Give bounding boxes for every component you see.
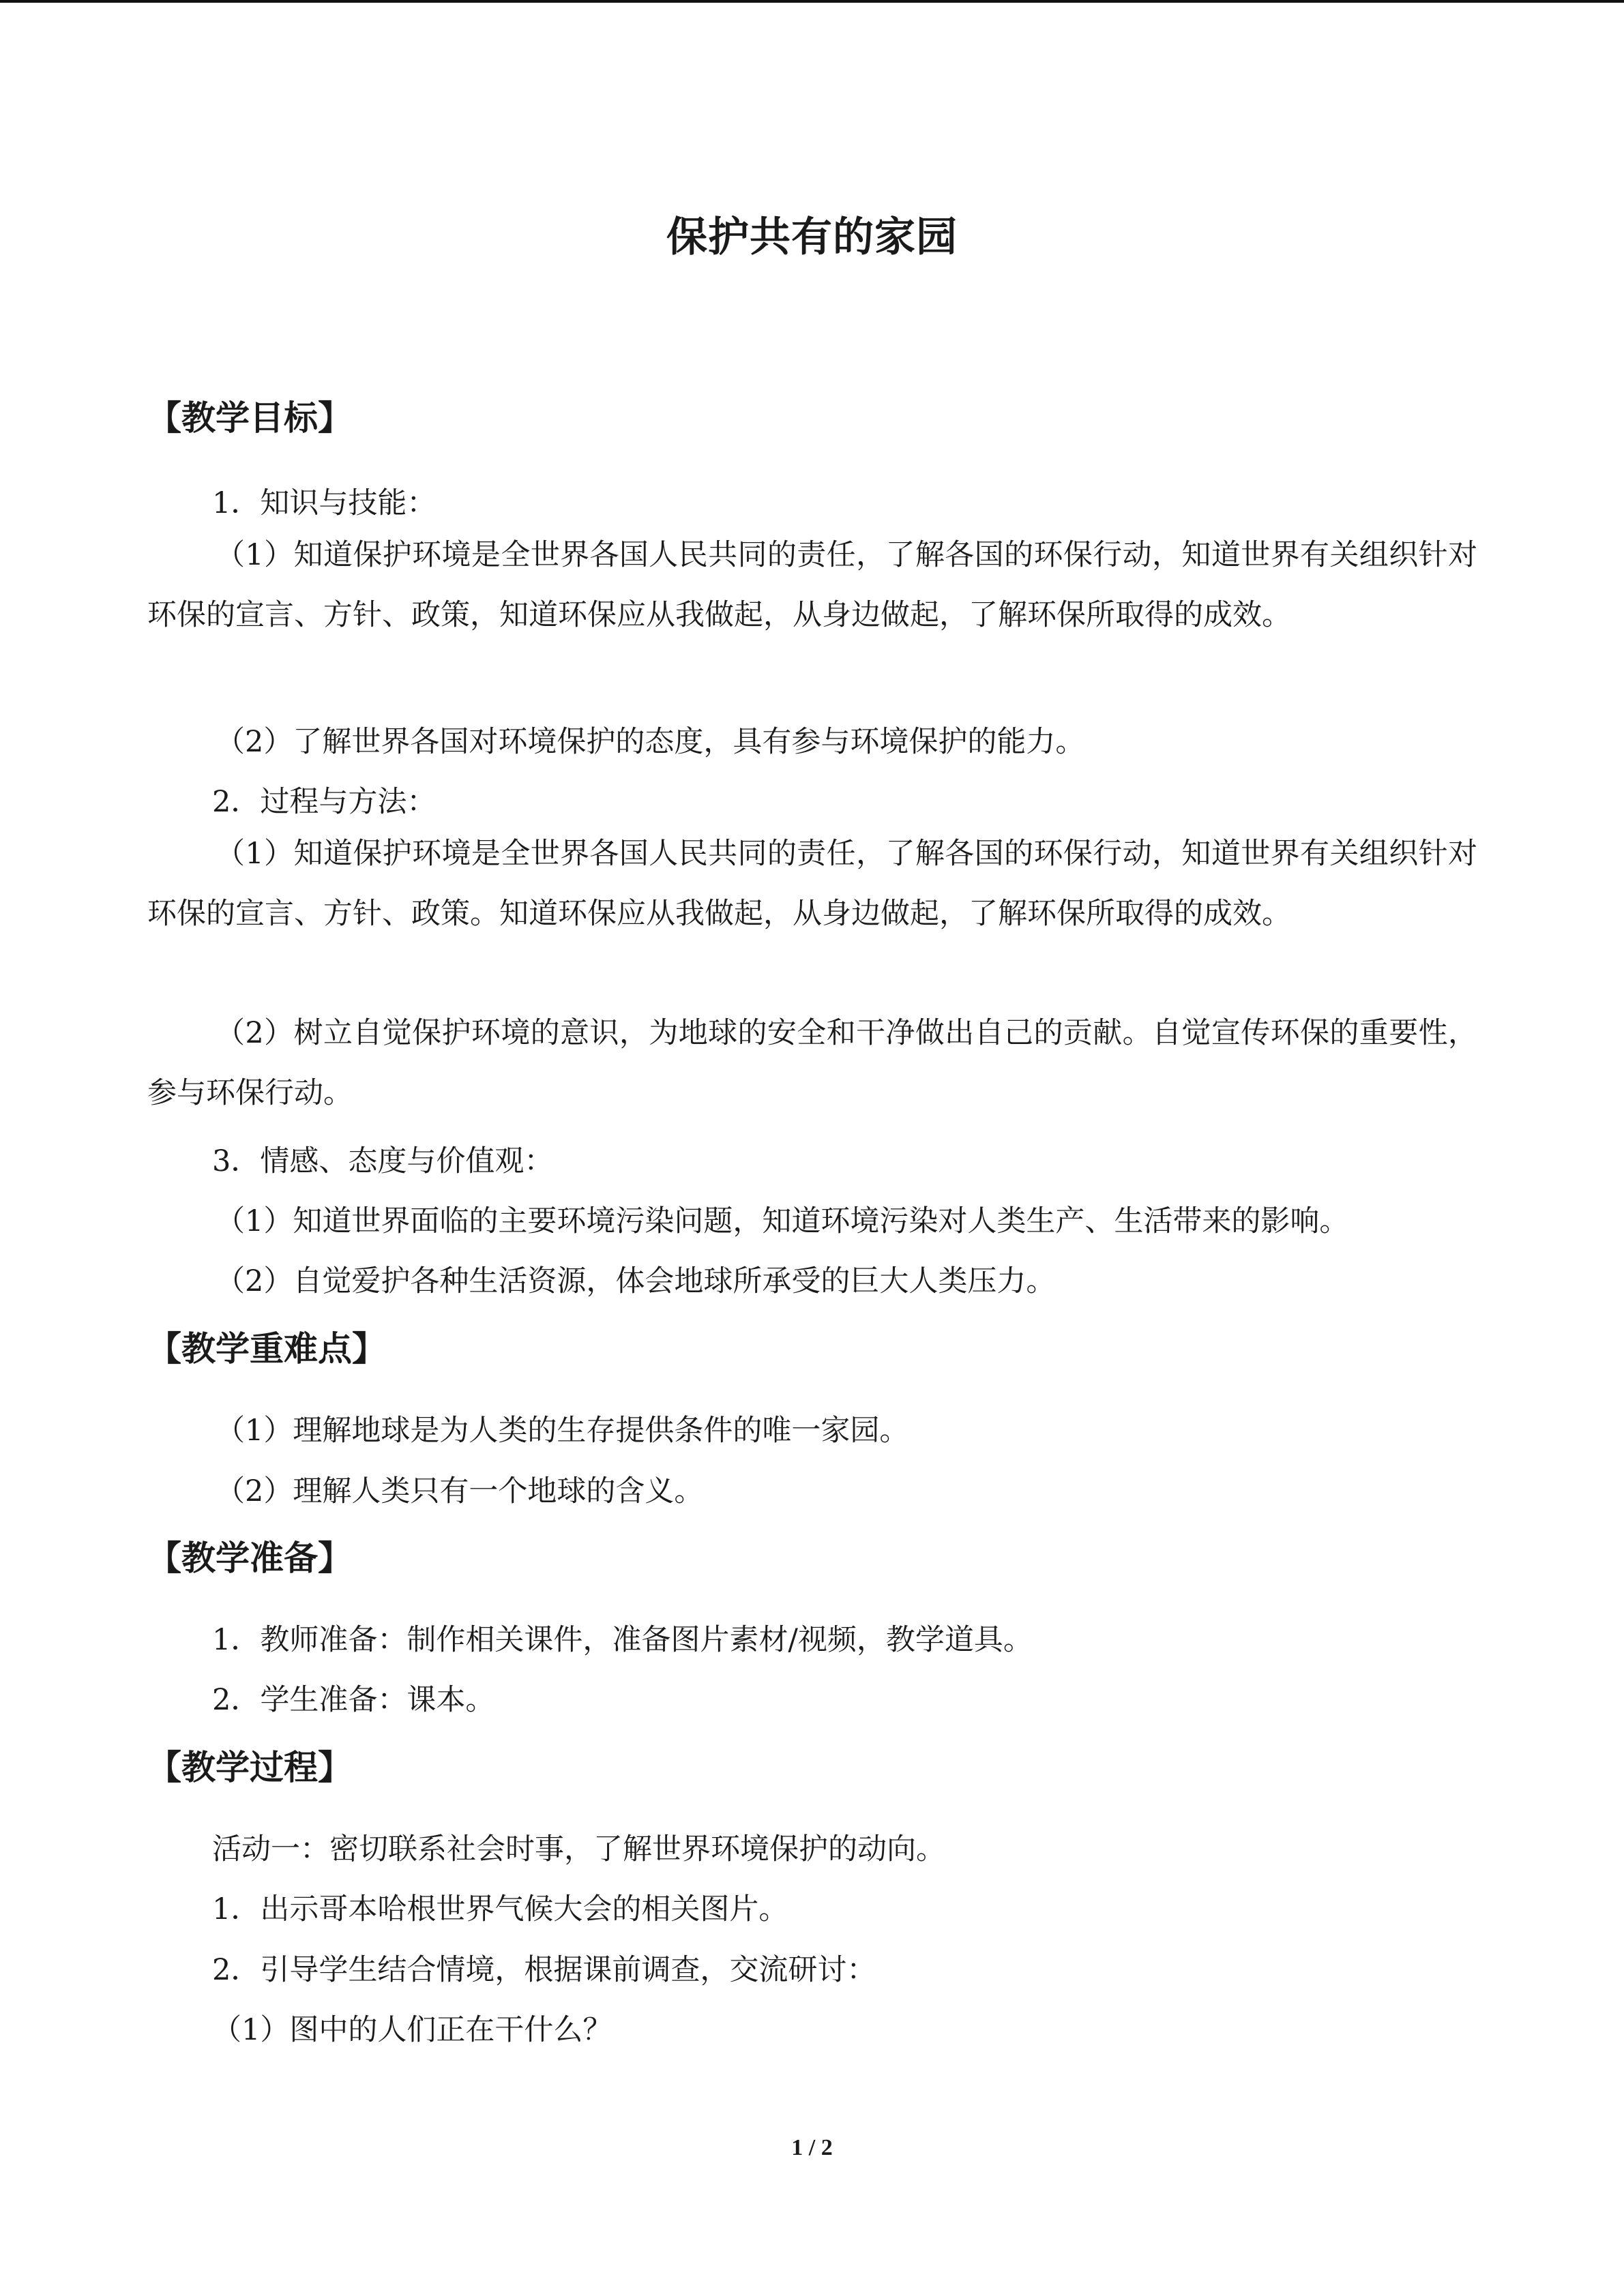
section-heading-goals: 【教学目标】 [147,398,352,438]
section-heading-key-points: 【教学重难点】 [147,1329,386,1369]
process-activity-1: 活动一：密切联系社会时事，了解世界环境保护的动向。 [212,1832,945,1866]
process-step-2: 2．引导学生结合情境，根据课前调查，交流研讨： [212,1953,876,1987]
page-title: 保护共有的家园 [666,213,958,261]
process-question-1: （1）图中的人们正在干什么？ [212,2013,612,2047]
goals-knowledge-item-2: （2）了解世界各国对环境保护的态度，具有参与环境保护的能力。 [216,725,1085,759]
goals-knowledge-item-1: （1）知道保护环境是全世界各国人民共同的责任，了解各国的环保行动，知道世界有关组织针对环保的宣言、方针、政策，知道环保应从我做起，从身边做起，了解环保所取得的成效。 [147,538,1477,632]
goals-process-item-2: （2）树立自觉保护环境的意识，为地球的安全和干净做出自己的贡献。自觉宣传环保的重要性，参与环保行动。 [147,1016,1477,1110]
goals-subheading-knowledge: 1．知识与技能： [212,486,437,520]
section-heading-preparation: 【教学准备】 [147,1538,352,1578]
prep-teacher: 1．教师准备：制作相关课件，准备图片素材/视频，教学道具。 [212,1623,1033,1657]
top-border [0,0,1624,3]
goals-subheading-process: 2．过程与方法： [212,785,437,819]
process-step-1: 1．出示哥本哈根世界气候大会的相关图片。 [212,1892,788,1926]
key-point-1: （1）理解地球是为人类的生存提供条件的唯一家园。 [216,1414,909,1448]
goals-subheading-attitude: 3．情感、态度与价值观： [212,1144,554,1178]
section-heading-process: 【教学过程】 [147,1748,352,1787]
goals-process-item-1: （1）知道保护环境是全世界各国人民共同的责任，了解各国的环保行动，知道世界有关组织针对环保的宣言、方针、政策。知道环保应从我做起，从身边做起，了解环保所取得的成效。 [147,837,1477,931]
goals-attitude-item-1: （1）知道世界面临的主要环境污染问题，知道环境污染对人类生产、生活带来的影响。 [216,1204,1349,1238]
goals-attitude-item-2: （2）自觉爱护各种生活资源，体会地球所承受的巨大人类压力。 [216,1264,1056,1298]
prep-student: 2．学生准备：课本。 [212,1683,495,1717]
page-number: 1 / 2 [791,2135,833,2160]
key-point-2: （2）理解人类只有一个地球的含义。 [216,1474,704,1508]
